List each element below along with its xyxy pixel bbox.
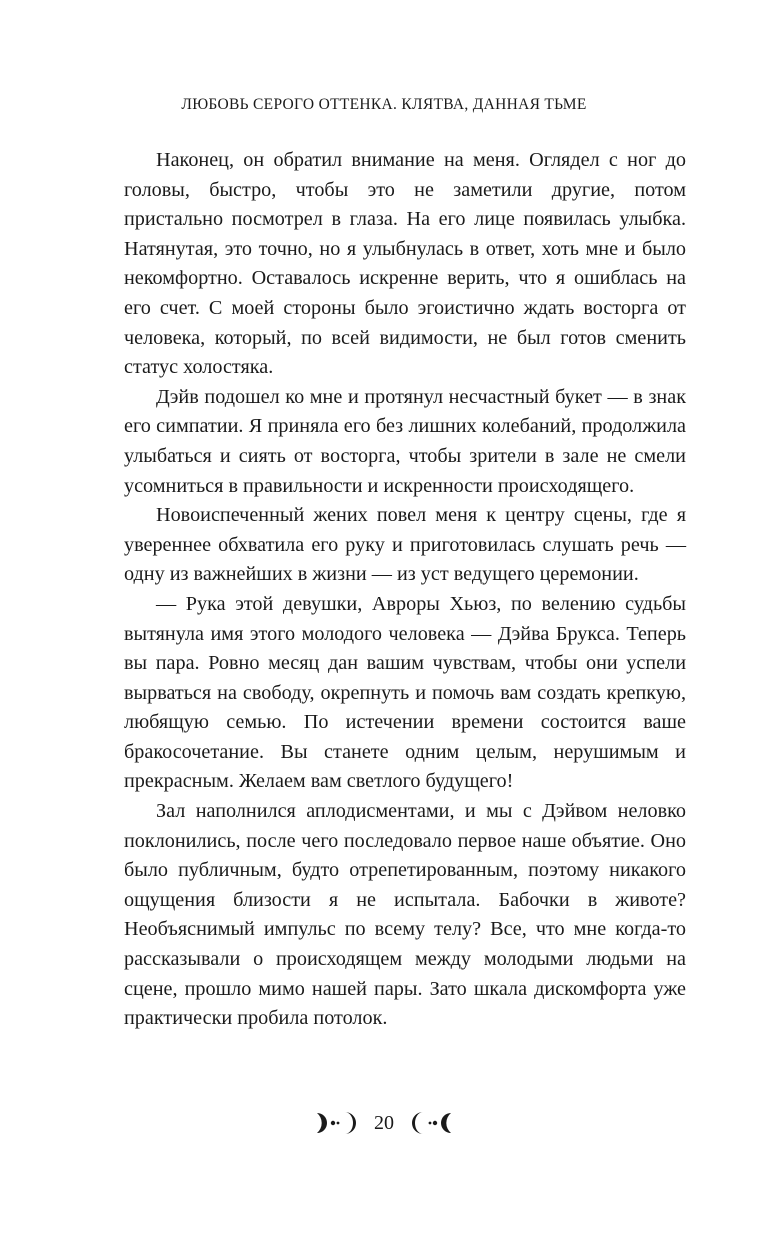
moon-phases-left-icon bbox=[314, 1110, 360, 1136]
page-number: 20 bbox=[374, 1111, 394, 1134]
paragraph: Дэйв подошел ко мне и протянул несчастный букет — в знак его симпатии. Я приняла его без лишних колебаний, продолжила улыбаться и сиять от восторга, чтобы зрители в зале не смели усомниться в правильности и искренности происходящего. bbox=[124, 385, 686, 497]
paragraph: Зал наполнился аплодисментами, и мы с Дэйвом неловко поклонились, после чего последовало первое наше объятие. Оно было публичным, будто отрепетированным, поэтому никакого ощущения близости я не испытала. Бабочки в животе? Необъяснимый импульс по всему телу? Все, что мне когда-то рассказывали о происходящем между молодыми людьми на сцене, прошло мимо нашей пары. Зато шкала дискомфорта уже практически пробила потолок. bbox=[124, 800, 686, 1030]
moon-phases-right-icon bbox=[408, 1110, 454, 1136]
paragraph: — Рука этой девушки, Авроры Хьюз, по велению судьбы вытянула имя этого молодого человека — Дэйва Брукса. Теперь вы пара. Ровно месяц дан вашим чувствам, чтобы они успели вырваться на свободу, окрепнуть и помочь вам создать крепкую, любящую семью. По истечении времени состоится ваше бракосочетание. Вы станете одним целым, нерушимым и прекрасным. Желаем вам светлого будущего! bbox=[124, 592, 686, 793]
page-footer bbox=[0, 1110, 768, 1136]
running-header: ЛЮБОВЬ СЕРОГО ОТТЕНКА. КЛЯТВА, ДАННАЯ ТЬМЕ bbox=[181, 96, 587, 113]
paragraph: Новоиспеченный жених повел меня к центру сцены, где я увереннее обхватила его руку и приготовилась слушать речь — одну из важнейших в жизни — из уст ведущего церемонии. bbox=[124, 504, 686, 586]
paragraph: Наконец, он обратил внимание на меня. Оглядел с ног до головы, быстро, чтобы это не заметили другие, потом пристально посмотрел в глаза. На его лице появилась улыбка. Натянутая, это точно, но я улыбнулась в ответ, хоть мне и было некомфортно. Оставалось искренне верить, что я ошиблась на его счет. С моей стороны было эгоистично ждать восторга от человека, который, по всей видимости, не был готов сменить статус холостяка. bbox=[124, 149, 686, 379]
body-text bbox=[124, 146, 686, 1034]
